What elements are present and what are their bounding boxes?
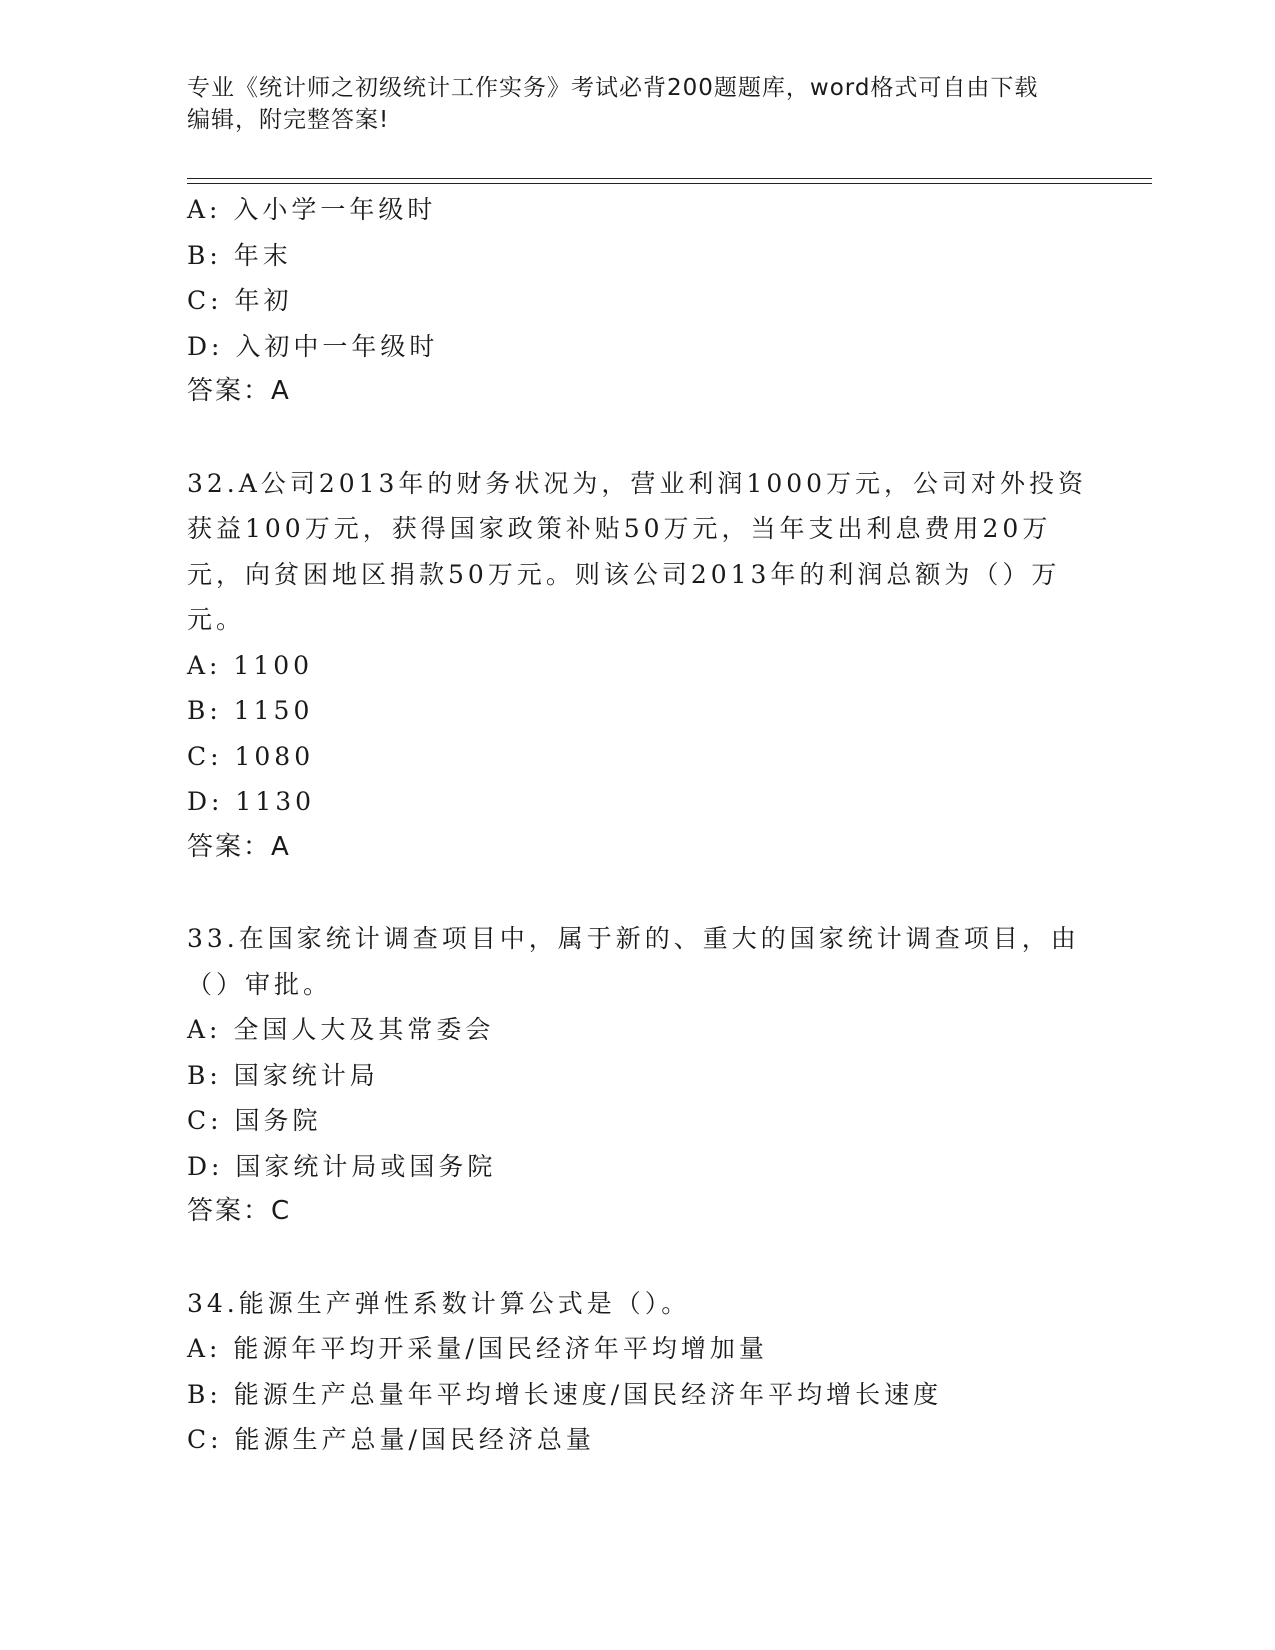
question-32 [187,461,1087,871]
question-stem-line: 33.在国家统计调查项目中，属于新的、重大的国家统计调查项目，由 [187,924,1080,953]
option-b: B: 1150 [187,696,314,725]
question-stem-line: 32.A公司2013年的财务状况为，营业利润1000万元，公司对外投资 [187,468,1088,498]
answer: 答案：A [187,376,291,406]
option-a: A: 全国人大及其常委会 [187,1015,495,1044]
document-body [187,187,1087,1463]
option-a: A: 能源年平均开采量/国民经济年平均增加量 [187,1334,768,1363]
document-header [187,72,1087,136]
question-stem-line: 获益100万元，获得国家政策补贴50万元，当年支出利息费用20万 [187,514,1052,543]
option-d: D: 国家统计局或国务院 [187,1151,497,1181]
question-stem-line: （）审批。 [187,969,333,999]
answer: 答案：A [187,831,291,862]
header-line-2: 编辑，附完整答案! [187,107,390,133]
answer: 答案：C [187,1196,292,1226]
question-34 [187,1281,1087,1463]
question-stem-line: 34.能源生产弹性系数计算公式是（）。 [187,1288,691,1318]
header-line-1: 专业《统计师之初级统计工作实务》考试必背200题题库，word格式可自由下载 [187,75,1039,101]
option-b: B: 年末 [187,240,292,270]
header-rule-bottom [187,183,1152,184]
option-a: A: 1100 [187,650,314,680]
option-c: C: 国务院 [187,1106,322,1135]
option-c: C: 1080 [187,741,315,771]
option-a: A: 入小学一年级时 [187,195,437,224]
header-rule-top [187,178,1152,179]
option-d: D: 入初中一年级时 [187,331,439,361]
question-stem-line: 元，向贫困地区捐款50万元。则该公司2013年的利润总额为（）万 [187,559,1061,589]
option-c: C: 年初 [187,286,293,315]
question-stem-line: 元。 [187,605,246,634]
option-b: B: 国家统计局 [187,1060,379,1090]
question-31 [187,187,1087,415]
option-d: D: 1130 [187,787,316,816]
question-33 [187,916,1087,1235]
option-b: B: 能源生产总量年平均增长速度/国民经济年平均增长速度 [187,1379,943,1409]
option-c: C: 能源生产总量/国民经济总量 [187,1425,595,1454]
